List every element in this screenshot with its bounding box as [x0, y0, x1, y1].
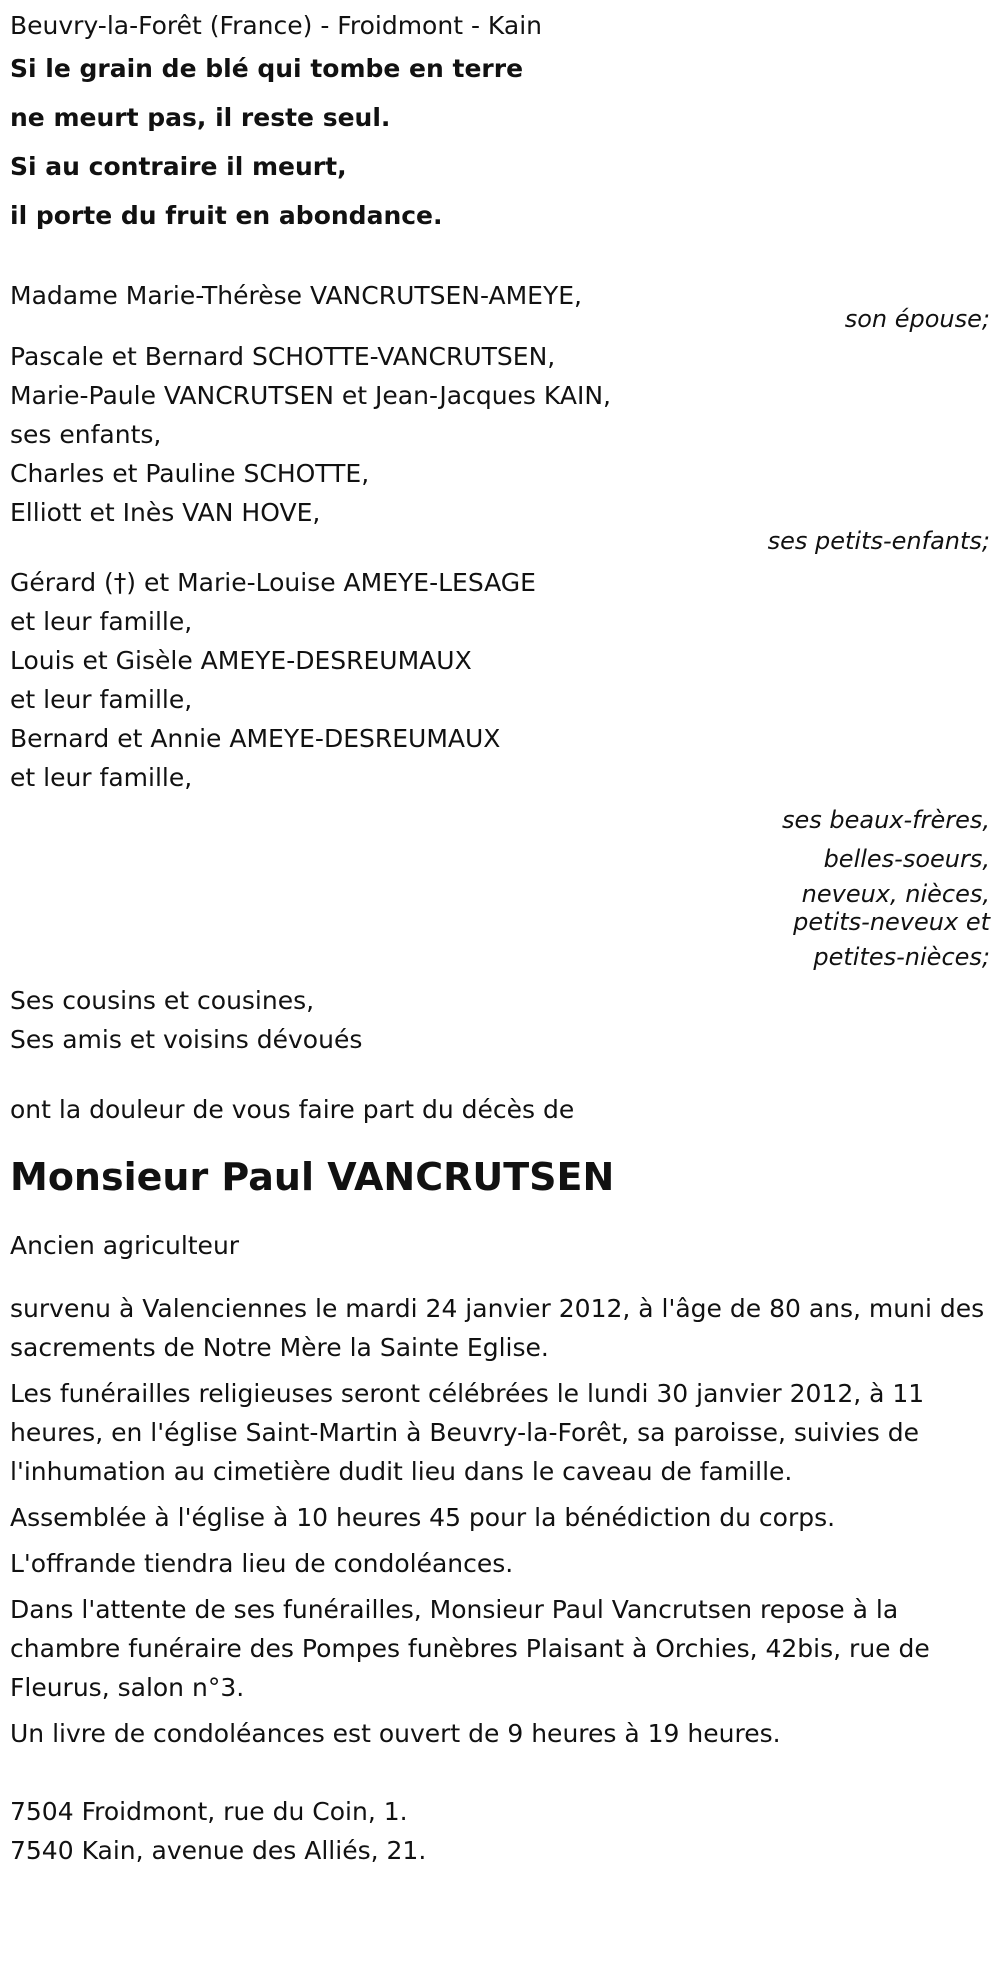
- family-name-line: Madame Marie-Thérèse VANCRUTSEN-AMEYE,: [10, 281, 582, 310]
- family-name-line: ses enfants,: [10, 420, 162, 449]
- detail-paragraph: Dans l'attente de ses funérailles, Monsieur Paul Vancrutsen repose à la chambre funéraire des Pompes funèbres Plaisant à Orchies, 42bis, rue de Fleurus, salon n°3.: [10, 1595, 930, 1702]
- relation-label-group: [10, 801, 990, 980]
- relation-label: son épouse;: [844, 305, 990, 333]
- family-name-line: Marie-Paule VANCRUTSEN et Jean-Jacques KAIN,: [10, 381, 611, 410]
- deceased-occupation: Ancien agriculteur: [10, 1231, 240, 1260]
- relation-label: ses beaux-frères,: [781, 806, 990, 834]
- family-name-line: et leur famille,: [10, 685, 193, 714]
- family-name-line: Ses cousins et cousines,: [10, 986, 315, 1015]
- verse-line: il porte du fruit en abondance.: [10, 201, 443, 230]
- relation-label: ses petits-enfants;: [767, 527, 990, 555]
- relation-label: neveux, nièces,: [801, 880, 990, 908]
- others-block: [10, 981, 990, 1059]
- family-name-line: et leur famille,: [10, 763, 193, 792]
- family-name-line: Charles et Pauline SCHOTTE,: [10, 459, 370, 488]
- detail-paragraph: Assemblée à l'église à 10 heures 45 pour la bénédiction du corps.: [10, 1503, 836, 1532]
- detail-paragraph: Les funérailles religieuses seront célébrées le lundi 30 janvier 2012, à 11 heures, en l'église Saint-Martin à Beuvry-la-Forêt, sa paroisse, suivies de l'inhumation au cimetière dudit lieu dans le caveau de famille.: [10, 1379, 925, 1486]
- verse-line: Si le grain de blé qui tombe en terre: [10, 54, 524, 83]
- family-name-line: Bernard et Annie AMEYE-DESREUMAUX: [10, 724, 501, 753]
- spouse-block: [10, 276, 990, 339]
- relation-label: petites-nièces;: [813, 943, 990, 971]
- address-line: 7540 Kain, avenue des Alliés, 21.: [10, 1836, 427, 1865]
- detail-paragraph: L'offrande tiendra lieu de condoléances.: [10, 1549, 514, 1578]
- family-name-line: Gérard (†) et Marie-Louise AMEYE-LESAGE: [10, 568, 536, 597]
- verse-line: ne meurt pas, il reste seul.: [10, 103, 391, 132]
- verse-block: [10, 44, 990, 240]
- family-name-line: Louis et Gisèle AMEYE-DESREUMAUX: [10, 646, 472, 675]
- children-block: [10, 337, 990, 561]
- detail-paragraph: survenu à Valenciennes le mardi 24 janvier 2012, à l'âge de 80 ans, muni des sacrements de Notre Mère la Sainte Eglise.: [10, 1294, 985, 1362]
- address-line: 7504 Froidmont, rue du Coin, 1.: [10, 1797, 408, 1826]
- family-name-line: Elliott et Inès VAN HOVE,: [10, 498, 321, 527]
- announcement-text: ont la douleur de vous faire part du décès de: [10, 1095, 575, 1124]
- family-name-line: Ses amis et voisins dévoués: [10, 1025, 363, 1054]
- detail-paragraph: Un livre de condoléances est ouvert de 9 heures à 19 heures.: [10, 1719, 781, 1748]
- obituary-notice: [10, 0, 990, 1870]
- in-laws-block: [10, 563, 990, 980]
- family-name-line: et leur famille,: [10, 607, 193, 636]
- family-name-line: Pascale et Bernard SCHOTTE-VANCRUTSEN,: [10, 342, 556, 371]
- deceased-name: Monsieur Paul VANCRUTSEN: [10, 1155, 615, 1199]
- relation-label: petits-neveux et: [793, 908, 990, 936]
- verse-line: Si au contraire il meurt,: [10, 152, 347, 181]
- location-line: Beuvry-la-Forêt (France) - Froidmont - Kain: [10, 11, 542, 40]
- relation-label: belles-soeurs,: [823, 845, 990, 873]
